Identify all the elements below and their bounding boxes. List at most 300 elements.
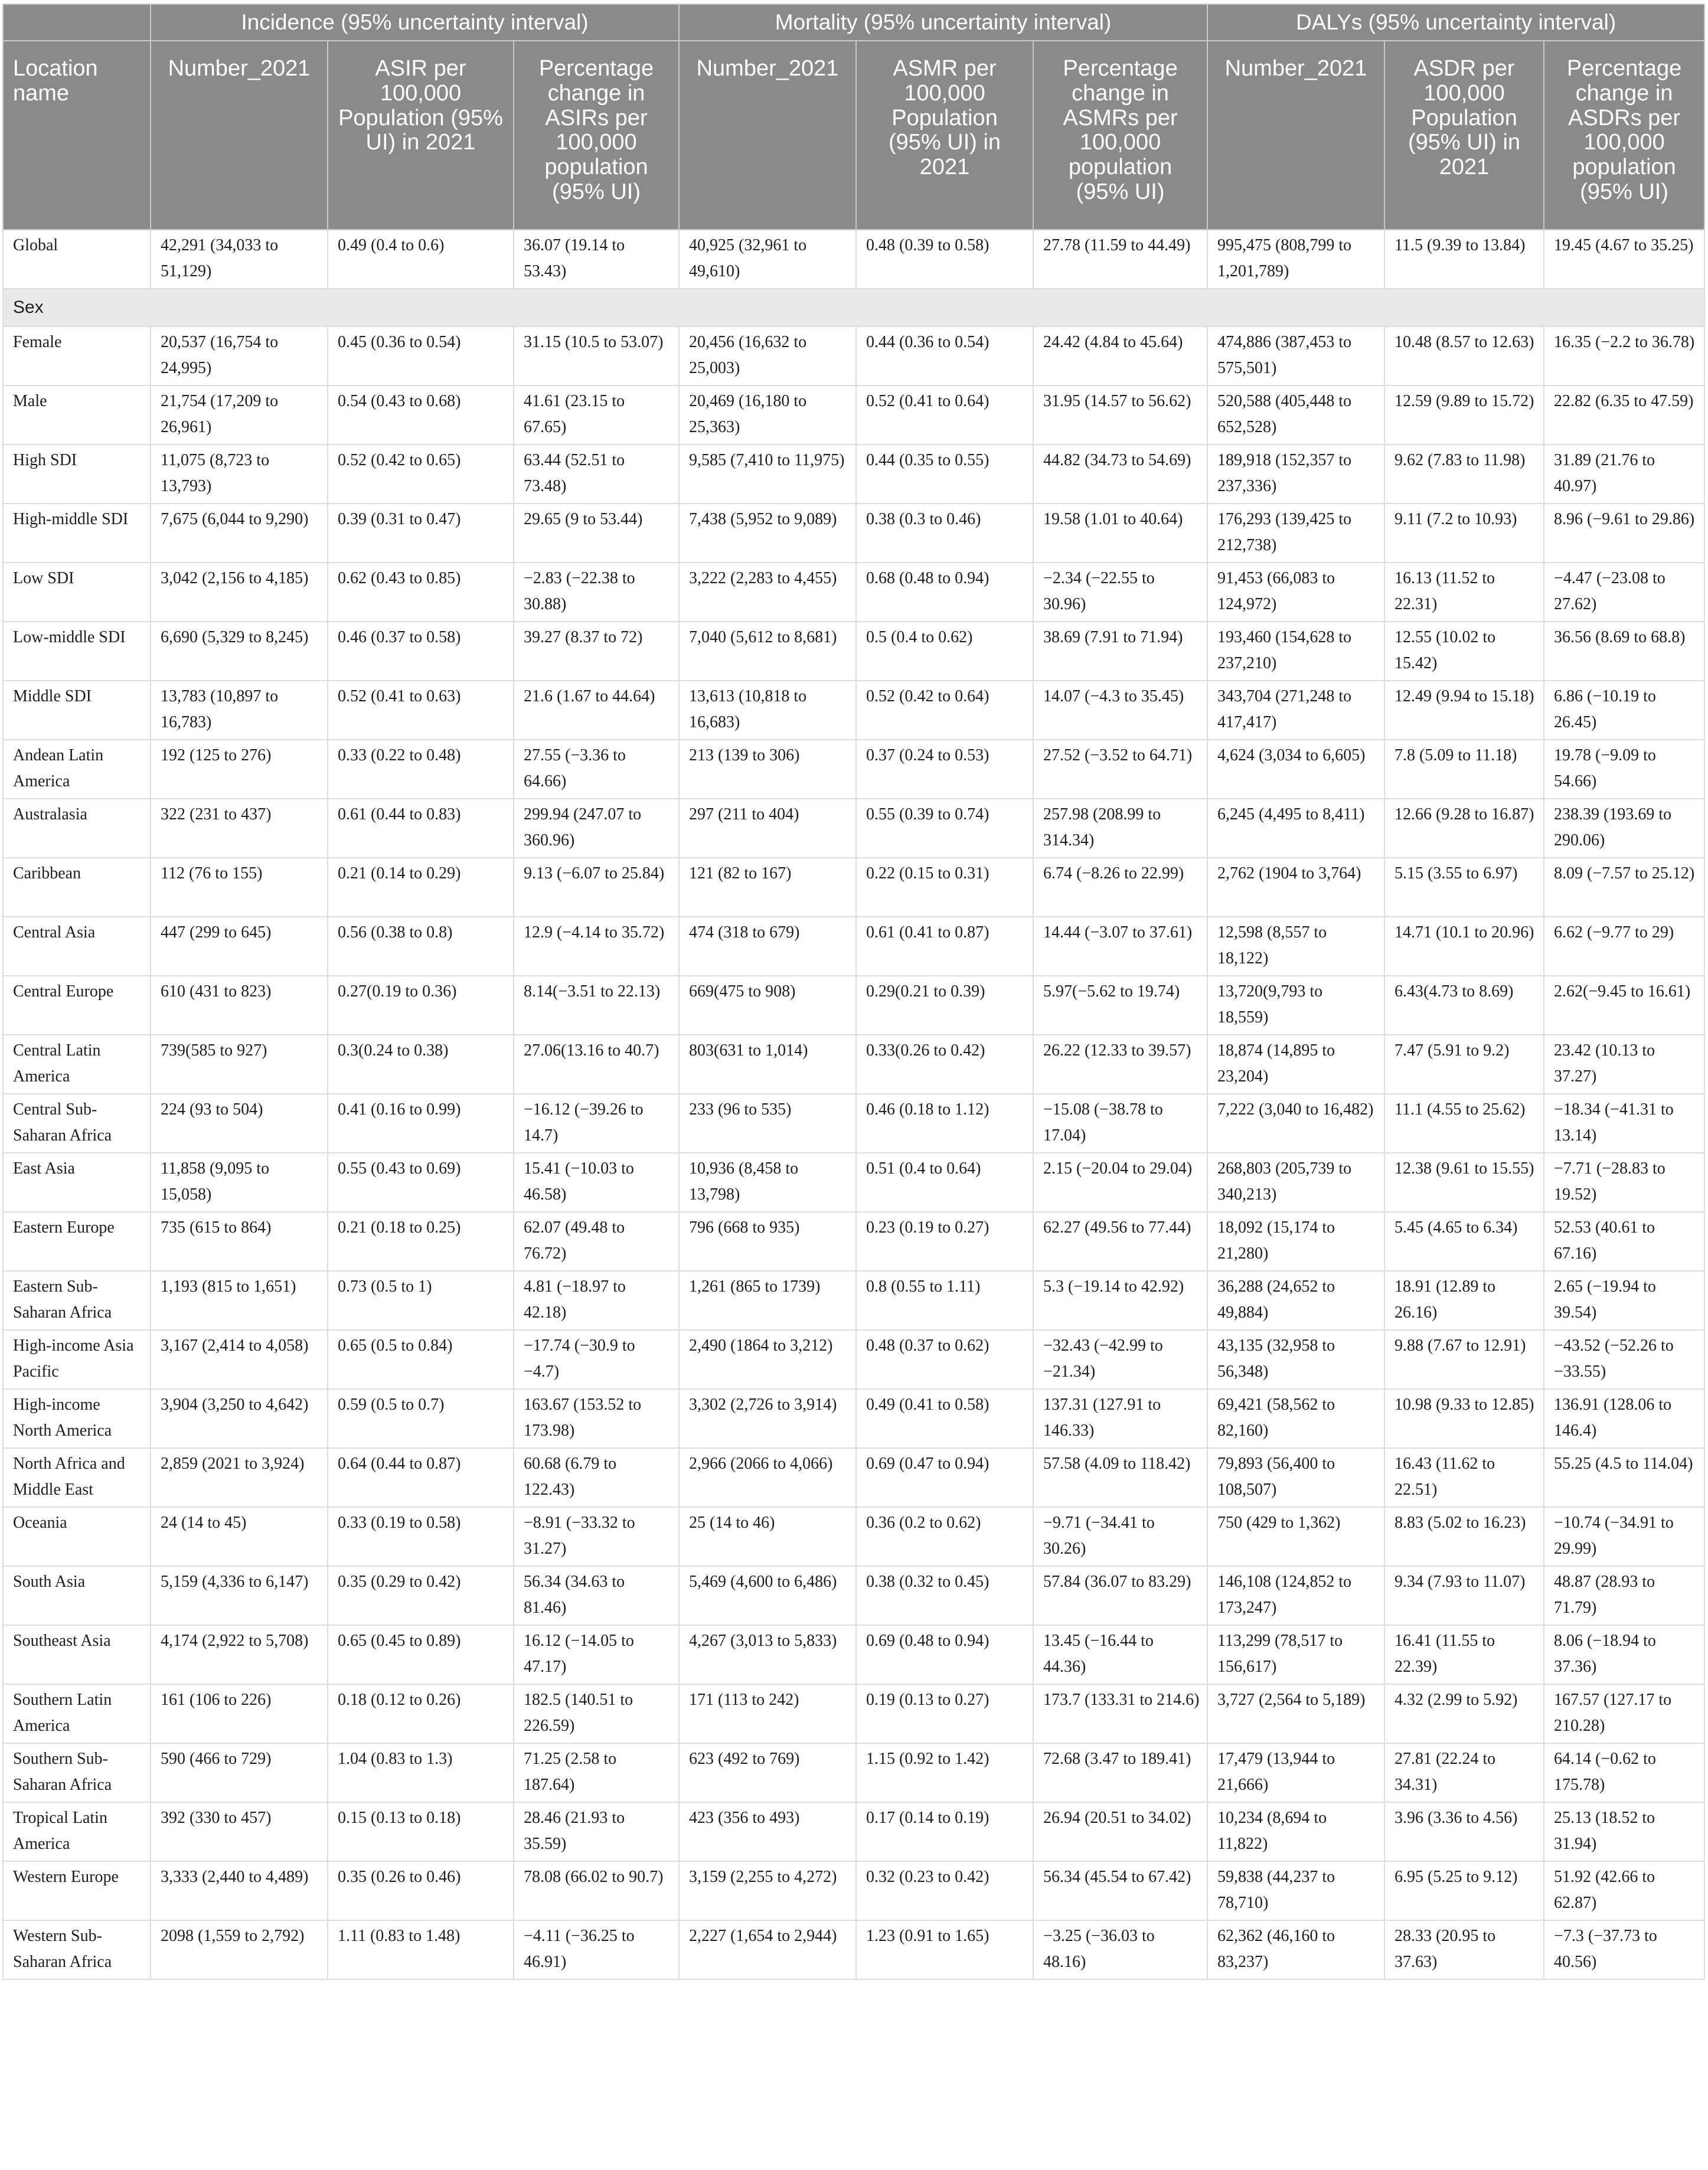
incidence-number-cell: 224 (93 to 504) (151, 1094, 328, 1153)
column-header-asdr: ASDR per 100,000 Population (95% UI) in 2021 (1384, 41, 1544, 230)
asmr-change-cell: 31.95 (14.57 to 56.62) (1033, 385, 1207, 445)
location-cell: Southern Sub-Saharan Africa (3, 1743, 151, 1802)
incidence-number-cell: 1,193 (815 to 1,651) (151, 1271, 328, 1330)
asdr-change-cell: 19.45 (4.67 to 35.25) (1544, 230, 1704, 289)
asdr-cell: 11.1 (4.55 to 25.62) (1384, 1094, 1544, 1153)
location-cell: Tropical Latin America (3, 1802, 151, 1861)
dalys-number-cell: 12,598 (8,557 to 18,122) (1207, 917, 1384, 976)
dalys-number-cell: 995,475 (808,799 to 1,201,789) (1207, 230, 1384, 289)
asmr-change-cell: 56.34 (45.54 to 67.42) (1033, 1861, 1207, 1920)
location-cell: South Asia (3, 1566, 151, 1625)
incidence-number-cell: 7,675 (6,044 to 9,290) (151, 504, 328, 563)
location-cell: East Asia (3, 1153, 151, 1212)
table-row (3, 799, 1704, 858)
location-cell: High-middle SDI (3, 504, 151, 563)
table-row (3, 740, 1704, 799)
location-cell: North Africa and Middle East (3, 1448, 151, 1507)
dalys-number-cell: 474,886 (387,453 to 575,501) (1207, 326, 1384, 385)
asmr-change-cell: 19.58 (1.01 to 40.64) (1033, 504, 1207, 563)
mortality-number-cell: 10,936 (8,458 to 13,798) (679, 1153, 856, 1212)
asmr-cell: 0.52 (0.41 to 0.64) (856, 385, 1033, 445)
asir-cell: 0.64 (0.44 to 0.87) (328, 1448, 514, 1507)
group-header-incidence: Incidence (95% uncertainty interval) (151, 4, 679, 41)
asdr-change-cell: −43.52 (−52.26 to −33.55) (1544, 1330, 1704, 1389)
incidence-number-cell: 5,159 (4,336 to 6,147) (151, 1566, 328, 1625)
asdr-change-cell: 136.91 (128.06 to 146.4) (1544, 1389, 1704, 1448)
asir-cell: 0.56 (0.38 to 0.8) (328, 917, 514, 976)
asdr-change-cell: 52.53 (40.61 to 67.16) (1544, 1212, 1704, 1271)
asir-cell: 1.11 (0.83 to 1.48) (328, 1920, 514, 1979)
dalys-number-cell: 7,222 (3,040 to 16,482) (1207, 1094, 1384, 1153)
mortality-number-cell: 20,456 (16,632 to 25,003) (679, 326, 856, 385)
asdr-change-cell: 6.62 (−9.77 to 29) (1544, 917, 1704, 976)
asir-change-cell: 41.61 (23.15 to 67.65) (514, 385, 679, 445)
location-cell: Low SDI (3, 563, 151, 622)
table-row (3, 1684, 1704, 1743)
asmr-change-cell: 38.69 (7.91 to 71.94) (1033, 622, 1207, 681)
asir-cell: 0.65 (0.45 to 0.89) (328, 1625, 514, 1684)
asir-change-cell: 56.34 (34.63 to 81.46) (514, 1566, 679, 1625)
asir-cell: 0.3(0.24 to 0.38) (328, 1035, 514, 1094)
asmr-cell: 0.44 (0.35 to 0.55) (856, 445, 1033, 504)
asmr-change-cell: 173.7 (133.31 to 214.6) (1033, 1684, 1207, 1743)
asdr-cell: 7.8 (5.09 to 11.18) (1384, 740, 1544, 799)
dalys-number-cell: 193,460 (154,628 to 237,210) (1207, 622, 1384, 681)
asdr-cell: 6.95 (5.25 to 9.12) (1384, 1861, 1544, 1920)
asdr-change-cell: 8.96 (−9.61 to 29.86) (1544, 504, 1704, 563)
asdr-cell: 11.5 (9.39 to 13.84) (1384, 230, 1544, 289)
asdr-cell: 12.66 (9.28 to 16.87) (1384, 799, 1544, 858)
column-header-asdr-change: Percentage change in ASDRs per 100,000 population (95% UI) (1544, 41, 1704, 230)
asir-cell: 0.65 (0.5 to 0.84) (328, 1330, 514, 1389)
dalys-number-cell: 59,838 (44,237 to 78,710) (1207, 1861, 1384, 1920)
asmr-change-cell: −32.43 (−42.99 to −21.34) (1033, 1330, 1207, 1389)
dalys-number-cell: 520,588 (405,448 to 652,528) (1207, 385, 1384, 445)
location-cell: Caribbean (3, 858, 151, 917)
asir-cell: 0.33 (0.22 to 0.48) (328, 740, 514, 799)
incidence-number-cell: 24 (14 to 45) (151, 1507, 328, 1566)
dalys-number-cell: 79,893 (56,400 to 108,507) (1207, 1448, 1384, 1507)
asir-change-cell: 16.12 (−14.05 to 47.17) (514, 1625, 679, 1684)
asmr-change-cell: 27.78 (11.59 to 44.49) (1033, 230, 1207, 289)
asmr-change-cell: −2.34 (−22.55 to 30.96) (1033, 563, 1207, 622)
column-header-asmr: ASMR per 100,000 Population (95% UI) in 2021 (856, 41, 1033, 230)
mortality-number-cell: 213 (139 to 306) (679, 740, 856, 799)
asdr-change-cell: 8.09 (−7.57 to 25.12) (1544, 858, 1704, 917)
column-header-dalys-number: Number_2021 (1207, 41, 1384, 230)
asir-change-cell: 15.41 (−10.03 to 46.58) (514, 1153, 679, 1212)
column-header-mortality-number: Number_2021 (679, 41, 856, 230)
asmr-cell: 0.55 (0.39 to 0.74) (856, 799, 1033, 858)
asmr-cell: 0.48 (0.39 to 0.58) (856, 230, 1033, 289)
table-header (3, 4, 1704, 230)
dalys-number-cell: 17,479 (13,944 to 21,666) (1207, 1743, 1384, 1802)
mortality-number-cell: 7,040 (5,612 to 8,681) (679, 622, 856, 681)
asdr-change-cell: −18.34 (−41.31 to 13.14) (1544, 1094, 1704, 1153)
section-row (3, 289, 1704, 326)
asdr-cell: 9.11 (7.2 to 10.93) (1384, 504, 1544, 563)
asdr-change-cell: 8.06 (−18.94 to 37.36) (1544, 1625, 1704, 1684)
asdr-cell: 12.38 (9.61 to 15.55) (1384, 1153, 1544, 1212)
location-cell: Male (3, 385, 151, 445)
asdr-change-cell: 25.13 (18.52 to 31.94) (1544, 1802, 1704, 1861)
asir-cell: 1.04 (0.83 to 1.3) (328, 1743, 514, 1802)
asmr-change-cell: 2.15 (−20.04 to 29.04) (1033, 1153, 1207, 1212)
incidence-number-cell: 447 (299 to 645) (151, 917, 328, 976)
location-cell: Southeast Asia (3, 1625, 151, 1684)
asir-change-cell: 29.65 (9 to 53.44) (514, 504, 679, 563)
column-header-asmr-change: Percentage change in ASMRs per 100,000 population (95% UI) (1033, 41, 1207, 230)
asir-change-cell: 31.15 (10.5 to 53.07) (514, 326, 679, 385)
asir-cell: 0.39 (0.31 to 0.47) (328, 504, 514, 563)
asdr-change-cell: 48.87 (28.93 to 71.79) (1544, 1566, 1704, 1625)
incidence-number-cell: 11,075 (8,723 to 13,793) (151, 445, 328, 504)
mortality-number-cell: 1,261 (865 to 1739) (679, 1271, 856, 1330)
incidence-number-cell: 11,858 (9,095 to 15,058) (151, 1153, 328, 1212)
mortality-number-cell: 7,438 (5,952 to 9,089) (679, 504, 856, 563)
location-cell: Central Sub-Saharan Africa (3, 1094, 151, 1153)
asir-cell: 0.35 (0.29 to 0.42) (328, 1566, 514, 1625)
asdr-cell: 14.71 (10.1 to 20.96) (1384, 917, 1544, 976)
asir-cell: 0.41 (0.16 to 0.99) (328, 1094, 514, 1153)
column-header-location: Location name (3, 41, 151, 230)
asdr-cell: 5.45 (4.65 to 6.34) (1384, 1212, 1544, 1271)
asmr-cell: 0.68 (0.48 to 0.94) (856, 563, 1033, 622)
dalys-number-cell: 62,362 (46,160 to 83,237) (1207, 1920, 1384, 1979)
asmr-change-cell: 72.68 (3.47 to 189.41) (1033, 1743, 1207, 1802)
asmr-cell: 0.48 (0.37 to 0.62) (856, 1330, 1033, 1389)
incidence-number-cell: 21,754 (17,209 to 26,961) (151, 385, 328, 445)
table-row (3, 1566, 1704, 1625)
dalys-number-cell: 176,293 (139,425 to 212,738) (1207, 504, 1384, 563)
dalys-number-cell: 3,727 (2,564 to 5,189) (1207, 1684, 1384, 1743)
asir-change-cell: −8.91 (−33.32 to 31.27) (514, 1507, 679, 1566)
asdr-cell: 12.55 (10.02 to 15.42) (1384, 622, 1544, 681)
asir-change-cell: 39.27 (8.37 to 72) (514, 622, 679, 681)
asdr-change-cell: 22.82 (6.35 to 47.59) (1544, 385, 1704, 445)
table-row (3, 230, 1704, 289)
asir-change-cell: 21.6 (1.67 to 44.64) (514, 681, 679, 740)
asdr-change-cell: −4.47 (−23.08 to 27.62) (1544, 563, 1704, 622)
asir-cell: 0.49 (0.4 to 0.6) (328, 230, 514, 289)
asdr-change-cell: 6.86 (−10.19 to 26.45) (1544, 681, 1704, 740)
asdr-cell: 9.88 (7.67 to 12.91) (1384, 1330, 1544, 1389)
table-row (3, 1094, 1704, 1153)
mortality-number-cell: 9,585 (7,410 to 11,975) (679, 445, 856, 504)
column-header-asir: ASIR per 100,000 Population (95% UI) in 2021 (328, 41, 514, 230)
asdr-cell: 16.43 (11.62 to 22.51) (1384, 1448, 1544, 1507)
asir-change-cell: 9.13 (−6.07 to 25.84) (514, 858, 679, 917)
table-row (3, 385, 1704, 445)
asdr-cell: 7.47 (5.91 to 9.2) (1384, 1035, 1544, 1094)
location-cell: Australasia (3, 799, 151, 858)
asmr-cell: 0.29(0.21 to 0.39) (856, 976, 1033, 1035)
asmr-change-cell: −15.08 (−38.78 to 17.04) (1033, 1094, 1207, 1153)
asmr-cell: 0.44 (0.36 to 0.54) (856, 326, 1033, 385)
dalys-number-cell: 10,234 (8,694 to 11,822) (1207, 1802, 1384, 1861)
asmr-cell: 0.46 (0.18 to 1.12) (856, 1094, 1033, 1153)
asmr-cell: 1.23 (0.91 to 1.65) (856, 1920, 1033, 1979)
incidence-number-cell: 192 (125 to 276) (151, 740, 328, 799)
asmr-change-cell: 6.74 (−8.26 to 22.99) (1033, 858, 1207, 917)
asir-change-cell: 182.5 (140.51 to 226.59) (514, 1684, 679, 1743)
table-row (3, 1153, 1704, 1212)
incidence-number-cell: 2,859 (2021 to 3,924) (151, 1448, 328, 1507)
asdr-cell: 9.34 (7.93 to 11.07) (1384, 1566, 1544, 1625)
asir-change-cell: 27.06(13.16 to 40.7) (514, 1035, 679, 1094)
asir-cell: 0.21 (0.18 to 0.25) (328, 1212, 514, 1271)
mortality-number-cell: 2,227 (1,654 to 2,944) (679, 1920, 856, 1979)
dalys-number-cell: 18,092 (15,174 to 21,280) (1207, 1212, 1384, 1271)
group-header-empty (3, 4, 151, 41)
asir-cell: 0.73 (0.5 to 1) (328, 1271, 514, 1330)
table-row (3, 326, 1704, 385)
incidence-number-cell: 3,167 (2,414 to 4,058) (151, 1330, 328, 1389)
mortality-number-cell: 474 (318 to 679) (679, 917, 856, 976)
asmr-change-cell: 24.42 (4.84 to 45.64) (1033, 326, 1207, 385)
dalys-number-cell: 2,762 (1904 to 3,764) (1207, 858, 1384, 917)
mortality-number-cell: 13,613 (10,818 to 16,683) (679, 681, 856, 740)
incidence-number-cell: 3,333 (2,440 to 4,489) (151, 1861, 328, 1920)
asmr-cell: 0.36 (0.2 to 0.62) (856, 1507, 1033, 1566)
dalys-number-cell: 189,918 (152,357 to 237,336) (1207, 445, 1384, 504)
mortality-number-cell: 623 (492 to 769) (679, 1743, 856, 1802)
table-row (3, 1448, 1704, 1507)
asmr-change-cell: 5.3 (−19.14 to 42.92) (1033, 1271, 1207, 1330)
asmr-cell: 0.38 (0.32 to 0.45) (856, 1566, 1033, 1625)
asmr-cell: 0.8 (0.55 to 1.11) (856, 1271, 1033, 1330)
asdr-change-cell: −10.74 (−34.91 to 29.99) (1544, 1507, 1704, 1566)
asmr-change-cell: 137.31 (127.91 to 146.33) (1033, 1389, 1207, 1448)
asdr-change-cell: −7.3 (−37.73 to 40.56) (1544, 1920, 1704, 1979)
asdr-cell: 16.41 (11.55 to 22.39) (1384, 1625, 1544, 1684)
incidence-number-cell: 739(585 to 927) (151, 1035, 328, 1094)
asir-change-cell: 163.67 (153.52 to 173.98) (514, 1389, 679, 1448)
asir-cell: 0.52 (0.41 to 0.63) (328, 681, 514, 740)
table-row (3, 858, 1704, 917)
column-header-asir-change: Percentage change in ASIRs per 100,000 population (95% UI) (514, 41, 679, 230)
asir-change-cell: 36.07 (19.14 to 53.43) (514, 230, 679, 289)
asmr-cell: 0.37 (0.24 to 0.53) (856, 740, 1033, 799)
asdr-change-cell: 55.25 (4.5 to 114.04) (1544, 1448, 1704, 1507)
dalys-number-cell: 69,421 (58,562 to 82,160) (1207, 1389, 1384, 1448)
dalys-number-cell: 18,874 (14,895 to 23,204) (1207, 1035, 1384, 1094)
asir-change-cell: 60.68 (6.79 to 122.43) (514, 1448, 679, 1507)
asmr-cell: 0.69 (0.48 to 0.94) (856, 1625, 1033, 1684)
location-cell: Western Sub-Saharan Africa (3, 1920, 151, 1979)
location-cell: Eastern Sub-Saharan Africa (3, 1271, 151, 1330)
location-cell: Oceania (3, 1507, 151, 1566)
dalys-number-cell: 268,803 (205,739 to 340,213) (1207, 1153, 1384, 1212)
dalys-number-cell: 4,624 (3,034 to 6,605) (1207, 740, 1384, 799)
incidence-number-cell: 2098 (1,559 to 2,792) (151, 1920, 328, 1979)
dalys-number-cell: 43,135 (32,958 to 56,348) (1207, 1330, 1384, 1389)
location-cell: High SDI (3, 445, 151, 504)
asdr-cell: 10.98 (9.33 to 12.85) (1384, 1389, 1544, 1448)
mortality-number-cell: 3,159 (2,255 to 4,272) (679, 1861, 856, 1920)
asir-cell: 0.15 (0.13 to 0.18) (328, 1802, 514, 1861)
location-cell: Central Asia (3, 917, 151, 976)
asmr-change-cell: 57.58 (4.09 to 118.42) (1033, 1448, 1207, 1507)
location-cell: Low-middle SDI (3, 622, 151, 681)
asmr-change-cell: 13.45 (−16.44 to 44.36) (1033, 1625, 1207, 1684)
asir-cell: 0.54 (0.43 to 0.68) (328, 385, 514, 445)
asir-cell: 0.59 (0.5 to 0.7) (328, 1389, 514, 1448)
incidence-number-cell: 392 (330 to 457) (151, 1802, 328, 1861)
location-cell: Eastern Europe (3, 1212, 151, 1271)
asir-cell: 0.62 (0.43 to 0.85) (328, 563, 514, 622)
asmr-change-cell: −3.25 (−36.03 to 48.16) (1033, 1920, 1207, 1979)
asir-cell: 0.21 (0.14 to 0.29) (328, 858, 514, 917)
location-cell: High-income Asia Pacific (3, 1330, 151, 1389)
asir-change-cell: 78.08 (66.02 to 90.7) (514, 1861, 679, 1920)
table-row (3, 1389, 1704, 1448)
table-row (3, 1507, 1704, 1566)
asdr-cell: 6.43(4.73 to 8.69) (1384, 976, 1544, 1035)
asir-change-cell: 71.25 (2.58 to 187.64) (514, 1743, 679, 1802)
group-header-row (3, 4, 1704, 41)
dalys-number-cell: 343,704 (271,248 to 417,417) (1207, 681, 1384, 740)
table-row (3, 976, 1704, 1035)
asmr-change-cell: 14.07 (−4.3 to 35.45) (1033, 681, 1207, 740)
asdr-change-cell: 19.78 (−9.09 to 54.66) (1544, 740, 1704, 799)
mortality-number-cell: 233 (96 to 535) (679, 1094, 856, 1153)
incidence-number-cell: 610 (431 to 823) (151, 976, 328, 1035)
asir-change-cell: −2.83 (−22.38 to 30.88) (514, 563, 679, 622)
mortality-number-cell: 669(475 to 908) (679, 976, 856, 1035)
asmr-cell: 0.69 (0.47 to 0.94) (856, 1448, 1033, 1507)
asmr-cell: 0.51 (0.4 to 0.64) (856, 1153, 1033, 1212)
table-row (3, 681, 1704, 740)
asmr-cell: 0.5 (0.4 to 0.62) (856, 622, 1033, 681)
asdr-change-cell: −7.71 (−28.83 to 19.52) (1544, 1153, 1704, 1212)
asmr-change-cell: 44.82 (34.73 to 54.69) (1033, 445, 1207, 504)
asmr-change-cell: 14.44 (−3.07 to 37.61) (1033, 917, 1207, 976)
group-header-mortality: Mortality (95% uncertainty interval) (679, 4, 1207, 41)
section-label: Sex (3, 289, 1704, 326)
asmr-cell: 0.61 (0.41 to 0.87) (856, 917, 1033, 976)
asmr-change-cell: 5.97(−5.62 to 19.74) (1033, 976, 1207, 1035)
table-row (3, 1212, 1704, 1271)
table-row (3, 1330, 1704, 1389)
asmr-change-cell: 62.27 (49.56 to 77.44) (1033, 1212, 1207, 1271)
mortality-number-cell: 5,469 (4,600 to 6,486) (679, 1566, 856, 1625)
table-row (3, 445, 1704, 504)
incidence-number-cell: 4,174 (2,922 to 5,708) (151, 1625, 328, 1684)
incidence-number-cell: 735 (615 to 864) (151, 1212, 328, 1271)
dalys-number-cell: 750 (429 to 1,362) (1207, 1507, 1384, 1566)
asdr-cell: 16.13 (11.52 to 22.31) (1384, 563, 1544, 622)
asdr-cell: 5.15 (3.55 to 6.97) (1384, 858, 1544, 917)
asir-change-cell: 63.44 (52.51 to 73.48) (514, 445, 679, 504)
table-row (3, 622, 1704, 681)
asmr-change-cell: 27.52 (−3.52 to 64.71) (1033, 740, 1207, 799)
incidence-number-cell: 3,904 (3,250 to 4,642) (151, 1389, 328, 1448)
asir-change-cell: −4.11 (−36.25 to 46.91) (514, 1920, 679, 1979)
location-cell: High-income North America (3, 1389, 151, 1448)
incidence-number-cell: 42,291 (34,033 to 51,129) (151, 230, 328, 289)
table-row (3, 1861, 1704, 1920)
asdr-cell: 28.33 (20.95 to 37.63) (1384, 1920, 1544, 1979)
asdr-cell: 9.62 (7.83 to 11.98) (1384, 445, 1544, 504)
table-row (3, 1271, 1704, 1330)
asdr-change-cell: 16.35 (−2.2 to 36.78) (1544, 326, 1704, 385)
table-row (3, 1625, 1704, 1684)
asdr-change-cell: 2.62(−9.45 to 16.61) (1544, 976, 1704, 1035)
asdr-change-cell: 51.92 (42.66 to 62.87) (1544, 1861, 1704, 1920)
asir-change-cell: −17.74 (−30.9 to −4.7) (514, 1330, 679, 1389)
mortality-number-cell: 121 (82 to 167) (679, 858, 856, 917)
location-cell: Central Europe (3, 976, 151, 1035)
mortality-number-cell: 2,966 (2066 to 4,066) (679, 1448, 856, 1507)
dalys-number-cell: 36,288 (24,652 to 49,884) (1207, 1271, 1384, 1330)
mortality-number-cell: 2,490 (1864 to 3,212) (679, 1330, 856, 1389)
asmr-cell: 0.32 (0.23 to 0.42) (856, 1861, 1033, 1920)
incidence-number-cell: 20,537 (16,754 to 24,995) (151, 326, 328, 385)
asir-change-cell: 4.81 (−18.97 to 42.18) (514, 1271, 679, 1330)
asmr-cell: 0.52 (0.42 to 0.64) (856, 681, 1033, 740)
location-cell: Western Europe (3, 1861, 151, 1920)
column-header-incidence-number: Number_2021 (151, 41, 328, 230)
asir-cell: 0.33 (0.19 to 0.58) (328, 1507, 514, 1566)
table-body (3, 230, 1704, 1979)
table-row (3, 504, 1704, 563)
asdr-cell: 12.59 (9.89 to 15.72) (1384, 385, 1544, 445)
asir-change-cell: −16.12 (−39.26 to 14.7) (514, 1094, 679, 1153)
asdr-cell: 4.32 (2.99 to 5.92) (1384, 1684, 1544, 1743)
dalys-number-cell: 113,299 (78,517 to 156,617) (1207, 1625, 1384, 1684)
asmr-cell: 0.22 (0.15 to 0.31) (856, 858, 1033, 917)
asmr-change-cell: 26.22 (12.33 to 39.57) (1033, 1035, 1207, 1094)
asir-change-cell: 28.46 (21.93 to 35.59) (514, 1802, 679, 1861)
incidence-number-cell: 6,690 (5,329 to 8,245) (151, 622, 328, 681)
mortality-number-cell: 4,267 (3,013 to 5,833) (679, 1625, 856, 1684)
asmr-cell: 0.17 (0.14 to 0.19) (856, 1802, 1033, 1861)
asdr-change-cell: 23.42 (10.13 to 37.27) (1544, 1035, 1704, 1094)
mortality-number-cell: 40,925 (32,961 to 49,610) (679, 230, 856, 289)
dalys-number-cell: 91,453 (66,083 to 124,972) (1207, 563, 1384, 622)
location-cell: Middle SDI (3, 681, 151, 740)
group-header-dalys: DALYs (95% uncertainty interval) (1207, 4, 1704, 41)
table-row (3, 563, 1704, 622)
mortality-number-cell: 25 (14 to 46) (679, 1507, 856, 1566)
mortality-number-cell: 20,469 (16,180 to 25,363) (679, 385, 856, 445)
asir-change-cell: 62.07 (49.48 to 76.72) (514, 1212, 679, 1271)
location-cell: Global (3, 230, 151, 289)
asdr-cell: 8.83 (5.02 to 16.23) (1384, 1507, 1544, 1566)
asdr-cell: 12.49 (9.94 to 15.18) (1384, 681, 1544, 740)
asir-change-cell: 12.9 (−4.14 to 35.72) (514, 917, 679, 976)
asdr-change-cell: 31.89 (21.76 to 40.97) (1544, 445, 1704, 504)
location-cell: Central Latin America (3, 1035, 151, 1094)
asmr-change-cell: 257.98 (208.99 to 314.34) (1033, 799, 1207, 858)
location-cell: Female (3, 326, 151, 385)
asir-cell: 0.52 (0.42 to 0.65) (328, 445, 514, 504)
asir-cell: 0.61 (0.44 to 0.83) (328, 799, 514, 858)
incidence-number-cell: 112 (76 to 155) (151, 858, 328, 917)
mortality-number-cell: 803(631 to 1,014) (679, 1035, 856, 1094)
asir-cell: 0.46 (0.37 to 0.58) (328, 622, 514, 681)
asir-change-cell: 27.55 (−3.36 to 64.66) (514, 740, 679, 799)
asir-cell: 0.45 (0.36 to 0.54) (328, 326, 514, 385)
asmr-cell: 0.49 (0.41 to 0.58) (856, 1389, 1033, 1448)
asdr-change-cell: 64.14 (−0.62 to 175.78) (1544, 1743, 1704, 1802)
asir-cell: 0.35 (0.26 to 0.46) (328, 1861, 514, 1920)
asmr-cell: 0.33(0.26 to 0.42) (856, 1035, 1033, 1094)
table-row (3, 1743, 1704, 1802)
asir-change-cell: 299.94 (247.07 to 360.96) (514, 799, 679, 858)
mortality-number-cell: 423 (356 to 493) (679, 1802, 856, 1861)
